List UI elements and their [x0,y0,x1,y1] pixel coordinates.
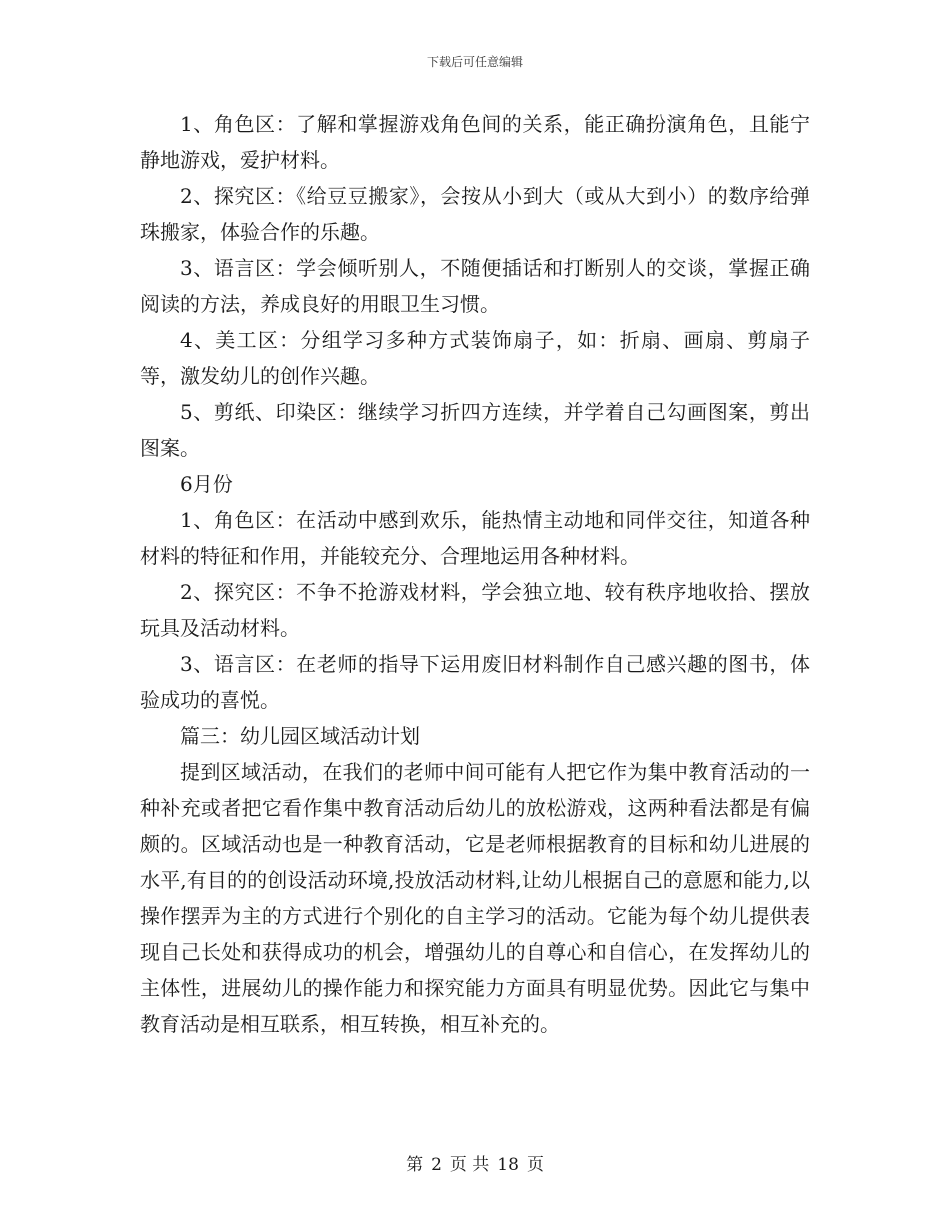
paragraph-area-activity-intro: 提到区域活动，在我们的老师中间可能有人把它作为集中教育活动的一种补充或者把它看作集中教育活动后幼儿的放松游戏，这两种看法都是有偏颇的。区域活动也是一种教育活动，它是老师根据教育的目标和幼儿进展的水平,有目的的创设活动环境,投放活动材料,让幼儿根据自己的意愿和能力,以操作摆弄为主的方式进行个别化的自主学习的活动。它能为每个幼儿提供表现自己长处和获得成功的机会，增强幼儿的自尊心和自信心，在发挥幼儿的主体性，进展幼儿的操作能力和探究能力方面具有明显优势。因此它与集中教育活动是相互联系，相互转换，相互补充的。 [140,760,810,1036]
paragraph-art-area-may: 4、美工区：分组学习多种方式装饰扇子，如：折扇、画扇、剪扇子等，激发幼儿的创作兴趣。 [140,328,810,388]
paragraph-language-area-may: 3、语言区：学会倾听别人，不随便插话和打断别人的交谈，掌握正确阅读的方法，养成良好的用眼卫生习惯。 [140,256,810,316]
page-footer [0,1154,950,1176]
section-heading-part-three: 篇三：幼儿园区域活动计划 [180,724,420,748]
footer-middle: 页 共 [449,1155,490,1175]
paragraph-papercut-area-may: 5、剪纸、印染区：继续学习折四方连续，并学着自己勾画图案，剪出图案。 [140,400,810,460]
paragraph-explore-area-june: 2、探究区：不争不抢游戏材料，学会独立地、较有秩序地收拾、摆放玩具及活动材料。 [140,580,810,640]
paragraph-language-area-june: 3、语言区：在老师的指导下运用废旧材料制作自己感兴趣的图书，体验成功的喜悦。 [140,652,810,712]
page-header-note: 下载后可任意编辑 [426,55,523,69]
footer-suffix: 页 [526,1155,544,1175]
section-heading-june: 6月份 [180,472,233,496]
paragraph-explore-area-may: 2、探究区：《给豆豆搬家》，会按从小到大（或从大到小）的数序给弹珠搬家，体验合作的乐趣。 [140,184,810,244]
footer-prefix: 第 [406,1155,424,1175]
document-body [140,106,810,1042]
paragraph-role-area-may: 1、角色区：了解和掌握游戏角色间的关系，能正确扮演角色，且能宁静地游戏，爱护材料。 [140,112,810,172]
footer-total-pages: 18 [497,1155,519,1175]
paragraph-role-area-june: 1、角色区：在活动中感到欢乐，能热情主动地和同伴交往，知道各种材料的特征和作用，并能较充分、合理地运用各种材料。 [140,508,810,568]
footer-page-number: 2 [431,1155,442,1175]
